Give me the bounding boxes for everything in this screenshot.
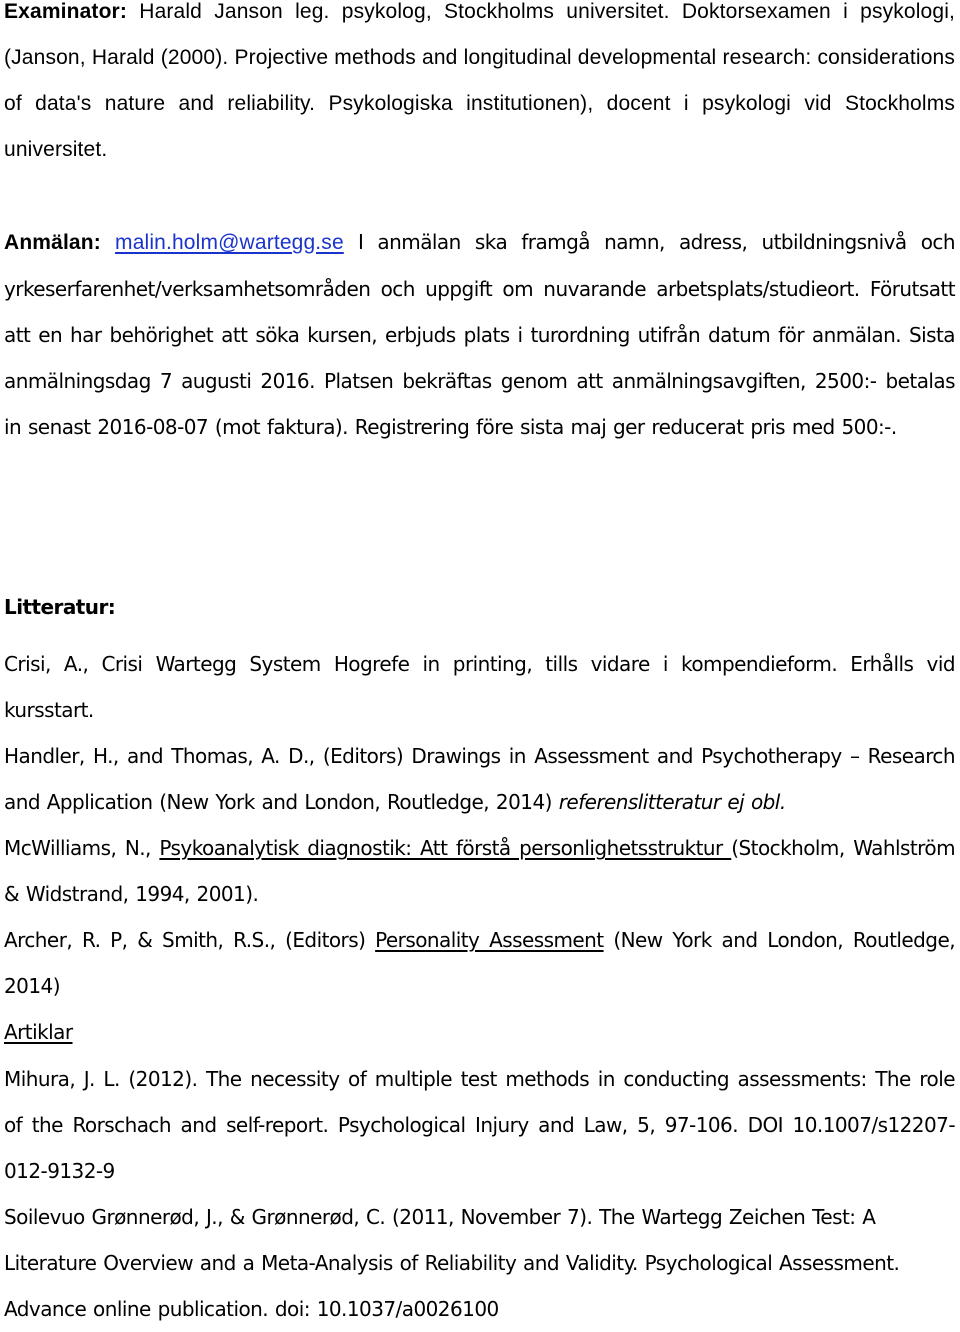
reference-text: , (Editors) Drawings in Assessment and Psychotherapy – Research and Application (New York and London, Routledge, 2014) <box>4 744 956 814</box>
reference-text: (Stockholm, Wahlström & Widstrand, 1994, 2001). <box>4 836 955 906</box>
reference-author: Handler, H. <box>4 744 113 768</box>
reference-author: Archer, R. P, & Smith, R.S. <box>4 928 270 952</box>
artiklar-heading: Artiklar <box>4 1020 73 1044</box>
email-link[interactable]: malin.holm@wartegg.se <box>115 231 344 254</box>
reference-author: McWilliams, N. <box>4 836 146 860</box>
examinator-text: Harald Janson leg. psykolog, Stockholms universitet. Doktorsexamen i psykologi, (Janson, Harald (2000). Projective methods and longitudinal developmental research: considerations of data's nature and reliability. Psykologiska institutionen), docent i psykologi vid Stockholms universitet. <box>4 0 955 161</box>
anmalan-text: I anmälan ska framgå namn, adress, utbildningsnivå och yrkeserfarenhet/verksamhetsområden och uppgift om nuvarande arbetsplats/studieort. Förutsatt att en har behörighet att söka kursen, erbjuds plats i turordning utifrån datum för anmälan. Sista anmälningsdag 7 augusti 2016. Platsen bekräftas genom att anmälningsavgiften, 2500:- betalas in senast 2016-08-07 (mot faktura). Registrering före sista maj ger reducerat pris med 500:-. <box>4 230 955 439</box>
reference-separator: , <box>145 836 160 860</box>
reference-lead: , (Editors) <box>269 928 376 952</box>
reference-archer <box>4 917 955 1009</box>
examinator-paragraph <box>4 0 955 173</box>
reference-crisi <box>4 641 955 733</box>
litteratur-heading: Litteratur: <box>4 595 116 619</box>
article-soilevuo: Soilevuo Grønnerød, J., & Grønnerød, C. (2011, November 7). The Wartegg Zeichen Test: A Literature Overview and a Meta-Analysis of Reliability and Validity. Psychological Assessment. Advance online publication. doi: 10.1037/a0026100 <box>4 1205 900 1321</box>
reference-text: (New York and London, Routledge, 2014) <box>4 928 955 998</box>
reference-note: referenslitteratur ej obl. <box>558 790 786 814</box>
article-mihura: Mihura, J. L. (2012). The necessity of multiple test methods in conducting assessments: The role of the Rorschach and self-report. Psychological Injury and Law, 5, 97-106. DOI 10.1007/s12207-012-9132-9 <box>4 1067 955 1183</box>
reference-text: , Crisi Wartegg System Hogrefe in printing, tills vidare i kompendieform. Erhålls vid kursstart. <box>4 652 955 722</box>
reference-coauthor: , and Thomas, A. D. <box>112 744 309 768</box>
reference-title: Psykoanalytisk diagnostik: Att förstå personlighetsstruktur <box>159 836 732 860</box>
reference-handler <box>4 733 955 825</box>
examinator-label: Examinator: <box>4 0 128 23</box>
reference-title: Personality Assessment <box>375 928 604 952</box>
reference-author: Crisi, A. <box>4 652 83 676</box>
anmalan-label: Anmälan: <box>4 231 101 254</box>
anmalan-paragraph <box>4 219 955 450</box>
reference-mcwilliams <box>4 825 955 917</box>
